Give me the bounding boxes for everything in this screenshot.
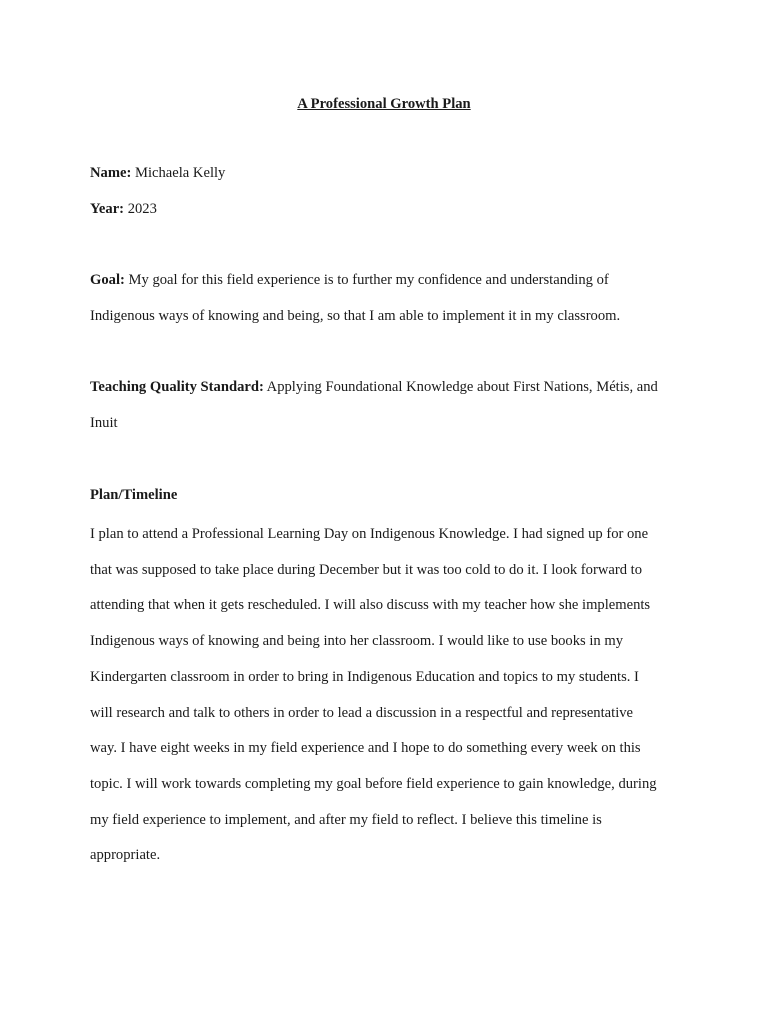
- plan-line: way. I have eight weeks in my field experience and I hope to do something every week on this: [90, 740, 641, 757]
- plan-line: I plan to attend a Professional Learning Day on Indigenous Knowledge. I had signed up for one: [90, 526, 649, 542]
- goal-text-1: My goal for this field experience is to further my confidence and understanding of: [124, 272, 609, 288]
- plan-line: that was supposed to take place during December but it was too cold to do it. I look forward to: [90, 561, 642, 578]
- goal-line-2: [90, 306, 620, 326]
- standard-line-2: [90, 413, 118, 433]
- standard-line-1: [90, 377, 658, 397]
- goal-line-1: [90, 270, 609, 290]
- plan-heading: Plan/Timeline: [90, 487, 178, 503]
- name-line: [90, 163, 225, 183]
- standard-text-2: Inuit: [90, 415, 118, 431]
- plan-line: will research and talk to others in order to lead a discussion in a respectful and representative: [90, 704, 634, 721]
- goal-label: Goal:: [90, 272, 125, 288]
- name-label: Name:: [90, 165, 132, 181]
- plan-line: Kindergarten classroom in order to bring in Indigenous Education and topics to my students. I: [90, 668, 639, 685]
- plan-line: appropriate.: [90, 847, 161, 864]
- name-value: Michaela Kelly: [131, 165, 226, 181]
- year-line: [90, 199, 157, 219]
- standard-text-1: Applying Foundational Knowledge about First Nations, Métis, and: [263, 379, 658, 395]
- year-value: 2023: [124, 201, 157, 217]
- plan-line: my field experience to implement, and after my field to reflect. I believe this timeline is: [90, 811, 602, 828]
- year-label: Year:: [90, 201, 125, 217]
- plan-line: attending that when it gets rescheduled. I will also discuss with my teacher how she implements: [90, 597, 651, 614]
- goal-text-2: Indigenous ways of knowing and being, so that I am able to implement it in my classroom.: [90, 308, 621, 324]
- plan-paragraph: [90, 517, 690, 874]
- plan-line: topic. I will work towards completing my goal before field experience to gain knowledge, during: [90, 775, 657, 792]
- standard-label: Teaching Quality Standard:: [90, 379, 264, 395]
- plan-line: Indigenous ways of knowing and being into her classroom. I would like to use books in my: [90, 633, 624, 650]
- document-title: A Professional Growth Plan: [297, 96, 471, 112]
